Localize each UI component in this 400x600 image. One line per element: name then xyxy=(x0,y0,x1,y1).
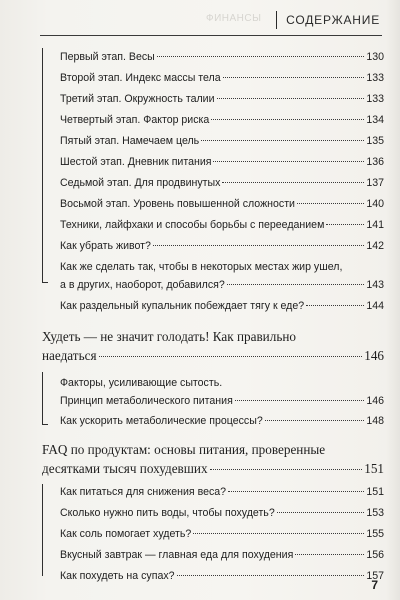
toc-entry[interactable] xyxy=(60,507,384,519)
toc-entry[interactable] xyxy=(60,93,384,105)
header-title: СОДЕРЖАНИЕ xyxy=(286,13,380,27)
dot-leader xyxy=(228,491,364,492)
toc-entry-title: Четвертый этап. Фактор риска xyxy=(60,114,210,126)
toc-entry-title: Третий этап. Окружность талии xyxy=(60,93,215,105)
toc-entry[interactable] xyxy=(60,486,384,498)
dot-leader xyxy=(222,182,364,183)
toc-entry-title: Как питаться для снижения веса? xyxy=(60,486,227,498)
toc-entry-page: 133 xyxy=(366,72,384,84)
dot-leader xyxy=(326,224,364,225)
toc-entry[interactable] xyxy=(60,51,384,63)
toc-entry[interactable] xyxy=(60,135,384,147)
toc-entry-title: Восьмой этап. Уровень повышенной сложности xyxy=(60,198,295,210)
dot-leader xyxy=(235,400,364,401)
toc-entry[interactable] xyxy=(60,72,384,84)
toc-entry[interactable] xyxy=(60,114,384,126)
chapter-title-line1: FAQ по продуктам: основы питания, проверенные xyxy=(42,442,326,457)
toc-entry-page: 143 xyxy=(366,279,384,291)
toc-entry-page: 136 xyxy=(366,156,384,168)
chapter-title: десятками тысяч похудевших xyxy=(42,461,208,476)
section-bracket-end xyxy=(42,282,48,283)
toc-entry[interactable] xyxy=(60,300,384,312)
toc-entry-page: 133 xyxy=(366,93,384,105)
toc-entry-title: Сколько нужно пить воды, чтобы похудеть? xyxy=(60,507,275,519)
toc-entry[interactable] xyxy=(60,395,384,407)
toc-entry[interactable] xyxy=(60,415,384,427)
toc-entry-title: Как убрать живот? xyxy=(60,240,151,252)
toc-entry-page: 151 xyxy=(366,486,384,498)
toc-entry-page: 148 xyxy=(366,415,384,427)
chapter-title-line1: Худеть — не значит голодать! Как правильно xyxy=(42,329,296,344)
chapter-page: 146 xyxy=(364,348,384,363)
toc-entry[interactable] xyxy=(60,177,384,189)
toc-entry-title: Как раздельный купальник побеждает тягу к еде? xyxy=(60,300,305,312)
toc-entry-page: 142 xyxy=(366,240,384,252)
toc-entry-page: 137 xyxy=(366,177,384,189)
dot-leader xyxy=(295,554,364,555)
toc-entry-title: Седьмой этап. Для продвинутых xyxy=(60,177,221,189)
dot-leader xyxy=(153,245,364,246)
dot-leader xyxy=(265,420,365,421)
toc-entry-title: а в других, наоборот, добавился? xyxy=(60,279,225,291)
toc-entry-title: Как соль помогает худеть? xyxy=(60,528,192,540)
toc-entry[interactable] xyxy=(60,219,384,231)
dot-leader xyxy=(297,203,364,204)
page-number: 7 xyxy=(371,578,378,592)
dot-leader xyxy=(157,56,365,57)
dot-leader xyxy=(223,77,365,78)
dot-leader xyxy=(193,533,364,534)
header-bleed-text: ФИНАНСЫ xyxy=(206,13,262,24)
toc-entry-title-line1: Факторы, усиливающие сытость. xyxy=(60,377,223,389)
toc-entry[interactable] xyxy=(60,549,384,561)
dot-leader xyxy=(213,161,364,162)
toc-entry-title: Первый этап. Весы xyxy=(60,51,155,63)
toc-entry-page: 156 xyxy=(366,549,384,561)
toc-entry-title: Как похудеть на супах? xyxy=(60,570,175,582)
dot-leader xyxy=(99,356,363,357)
chapter-entry[interactable] xyxy=(42,348,384,364)
toc-entry-title: Как ускорить метаболические процессы? xyxy=(60,415,263,427)
chapter-page: 151 xyxy=(364,461,384,476)
toc-entry-page: 157 xyxy=(366,570,384,582)
dot-leader xyxy=(201,140,364,141)
section-bracket xyxy=(42,372,43,424)
dot-leader xyxy=(227,284,365,285)
toc-entry-page: 144 xyxy=(366,300,384,312)
toc-entry-page: 153 xyxy=(366,507,384,519)
toc-entry-page: 130 xyxy=(366,51,384,63)
section-bracket-end xyxy=(42,424,48,425)
toc-entry-title: Пятый этап. Намечаем цель xyxy=(60,135,200,147)
dot-leader xyxy=(217,98,365,99)
dot-leader xyxy=(211,119,364,120)
toc-entry-title: Вкусный завтрак — главная еда для похудения xyxy=(60,549,294,561)
toc-entry[interactable] xyxy=(60,240,384,252)
toc-entry[interactable] xyxy=(60,198,384,210)
toc-entry-page: 141 xyxy=(366,219,384,231)
dot-leader xyxy=(177,575,365,576)
toc-entry-title: Второй этап. Индекс массы тела xyxy=(60,72,221,84)
toc-entry-page: 134 xyxy=(366,114,384,126)
dot-leader xyxy=(210,469,363,470)
toc-entry-page: 146 xyxy=(366,395,384,407)
toc-entry[interactable] xyxy=(60,528,384,540)
toc-entry-title-line1: Как же сделать так, чтобы в некоторых местах жир ушел, xyxy=(60,261,343,273)
section-bracket xyxy=(42,48,43,282)
section-bracket xyxy=(42,484,43,576)
page-edge-shadow xyxy=(386,0,400,600)
dot-leader xyxy=(306,305,364,306)
toc-entry-page: 135 xyxy=(366,135,384,147)
toc-entry-title: Принцип метаболического питания xyxy=(60,395,233,407)
toc-entry[interactable] xyxy=(60,570,384,582)
toc-entry-title: Техники, лайфхаки и способы борьбы с перееданием xyxy=(60,219,325,231)
toc-entry-page: 140 xyxy=(366,198,384,210)
toc-entry-title: Шестой этап. Дневник питания xyxy=(60,156,212,168)
dot-leader xyxy=(277,512,365,513)
toc-entry[interactable] xyxy=(60,156,384,168)
chapter-entry[interactable] xyxy=(42,461,384,477)
chapter-title: наедаться xyxy=(42,348,97,363)
toc-entry-page: 155 xyxy=(366,528,384,540)
toc-entry[interactable] xyxy=(60,279,384,291)
